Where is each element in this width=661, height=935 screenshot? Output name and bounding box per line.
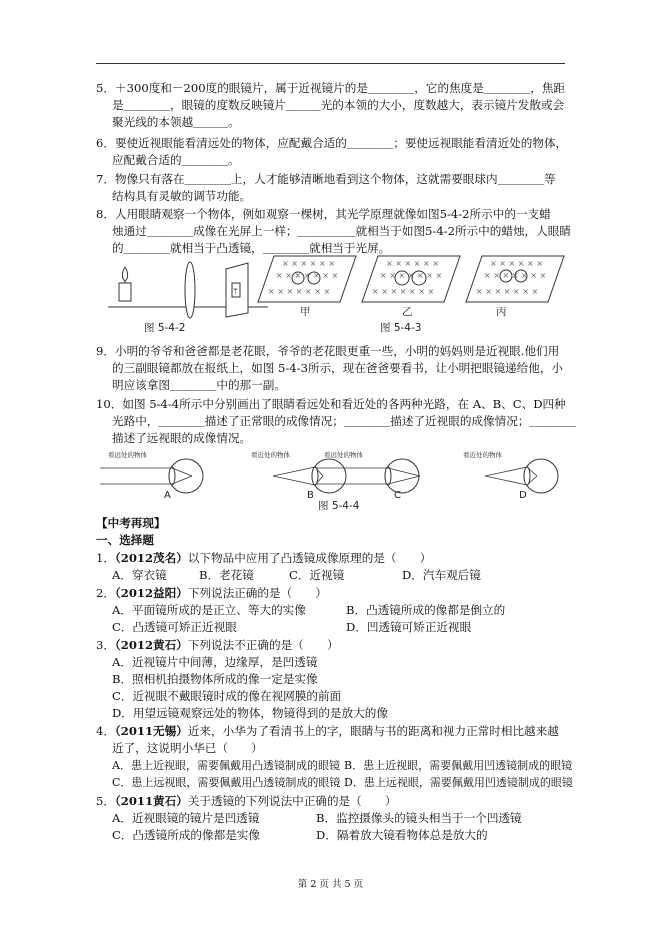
eye-panel-letter: C: [394, 490, 401, 501]
fig543-label-bing: 丙: [496, 306, 507, 318]
mcq4-option-d[interactable]: D．患上远视眼，需要佩戴用凹透镜制成的眼镜: [344, 776, 573, 789]
q7-line2: 结构具有灵敏的调节功能。: [112, 189, 252, 203]
q9-line3: 明应该拿图＿＿＿＿中的那一副。: [112, 378, 286, 392]
eye-panel-letter: D: [519, 490, 527, 501]
q5-line3: 聚光线的本领越＿＿＿。: [112, 115, 240, 129]
newspaper-jia: [258, 256, 356, 302]
eye-panel-label: 看近处的物体: [463, 451, 502, 459]
mcq2-option-b[interactable]: B．凸透镜所成的像都是倒立的: [346, 603, 506, 617]
mcq1-stem: 1．（2012茂名）以下物品中应用了凸透镜成像原理的是（ ）: [96, 551, 432, 565]
mcq2-option-a[interactable]: A．平面镜所成的是正立、等大的实像: [112, 603, 306, 617]
svg-text:ᛘ: ᛘ: [233, 287, 238, 296]
mcq2-option-d[interactable]: D．凹透镜可矫正近视眼: [346, 620, 472, 634]
mcq1-option-c[interactable]: C．近视镜: [289, 568, 345, 582]
mcq3-option-c[interactable]: C．近视眼不戴眼镜时成的像在视网膜的前面: [112, 689, 342, 703]
mcq2-stem: 2．（2012益阳）下列说法正确的是（ ）: [96, 586, 327, 600]
mcq5-option-c[interactable]: C．凸透镜所成的像都是实像: [112, 828, 260, 842]
svg-text:× × × × × × ×: × × × × × × ×: [268, 287, 331, 296]
q6-line1: 6．要使近视眼能看清远处的物体，应配戴合适的＿＿＿＿；要使远视眼能看清近处的物体，: [96, 136, 568, 150]
fig543-caption: 图 5-4-3: [380, 322, 422, 334]
header-rule: [96, 63, 565, 64]
svg-text:× × × × × ×: × × × × × ×: [282, 259, 335, 268]
light-ray: [273, 476, 315, 485]
q10-line3: 描述了远视眼的成像情况。: [112, 431, 252, 445]
eye-panel-c: [316, 450, 428, 500]
q8-line3: 的＿＿＿＿就相当于凸透镜，＿＿＿＿就相当于光屏。: [112, 241, 391, 255]
convex-lens-icon: [185, 262, 195, 318]
eye-panel-letter: B: [307, 490, 314, 501]
q9-line1: 9．小明的爷爷和爸爸都是老花眼，爷爷的老花眼更重一些，小明的妈妈则是近视眼.他们用: [96, 344, 560, 358]
q6-line2: 应配戴合适的＿＿＿＿。: [112, 153, 240, 167]
light-ray: [485, 476, 527, 485]
eye-lens: [169, 467, 175, 485]
svg-text:× × × × × × ×: × × × × × × ×: [484, 271, 547, 280]
eye-panel-label: 看近处的物体: [251, 451, 290, 459]
mcq4-option-a[interactable]: A．患上近视眼，需要佩戴用凸透镜制成的眼镜: [112, 759, 340, 772]
light-ray: [273, 467, 315, 476]
screen-icon: [226, 263, 248, 317]
newspaper-yi: [362, 256, 460, 302]
eye-panel-label: 看远处的物体: [324, 451, 363, 459]
candle-icon: [119, 267, 131, 301]
q5-line1: 5．＋300度和－200度的眼镜片，属于近视镜片的是＿＿＿＿，它的焦度是＿＿＿＿，焦距: [96, 81, 566, 95]
mcq3-option-b[interactable]: B．照相机拍摄物体所成的像一定是实像: [112, 672, 318, 686]
q7-line1: 7．物像只有落在＿＿＿＿上，人才能够清晰地看到这个物体，这就需要眼球内＿＿＿＿等: [96, 172, 556, 186]
section-subheading: 一、选择题: [96, 533, 154, 547]
mcq4-option-b[interactable]: B．患上近视眼，需要佩戴用凹透镜制成的眼镜: [344, 759, 573, 772]
eye-lens: [385, 467, 391, 485]
eye-panel-label: 看远处的物体: [108, 451, 147, 459]
svg-text:× × × × × × ×: × × × × × × ×: [372, 287, 435, 296]
q10-line1: 10．如图 5-4-4所示中分别画出了眼睛看远处和看近处的各两种光路，在 A、B、C、D四种: [96, 397, 566, 411]
mcq5-option-b[interactable]: B．监控摄像头的镜头相当于一个凹透镜: [316, 811, 522, 825]
fig542-caption: 图 5-4-2: [144, 322, 186, 334]
svg-text:× × × × × ×: × × × × × ×: [490, 259, 543, 268]
q9-line2: 的三副眼镜都放在报纸上，如图 5-4-3所示，现在爸爸要看书，让小明把眼镜递给他，小: [112, 361, 564, 375]
light-ray: [485, 467, 527, 476]
eye-panel-letter: A: [164, 490, 171, 501]
figure-5-4-2: [108, 255, 278, 323]
mcq3-option-d[interactable]: D．用望远镜观察远处的物体，物镜得到的是放大的像: [112, 706, 388, 720]
svg-text:× × × × × × ×: × × × × × × ×: [380, 271, 443, 280]
mcq4-stem-line2: 近了，这说明小华已（ ）: [112, 741, 263, 755]
mcq1-option-b[interactable]: B．老花镜: [199, 568, 254, 582]
mcq5-option-a[interactable]: A．近视眼镜的镜片是凹透镜: [112, 811, 260, 825]
eye-diagram-icon: [455, 456, 567, 496]
eye-panel-a: [100, 450, 212, 500]
eye-diagram-icon: [100, 456, 212, 496]
section-heading: 【中考再现】: [96, 516, 166, 530]
mcq2-option-c[interactable]: C．凸透镜可矫正近视眼: [112, 620, 237, 634]
mcq3-stem: 3．（2012黄石）下列说法不正确的是（ ）: [96, 638, 339, 652]
fig544-caption: 图 5-4-4: [318, 500, 360, 512]
mcq4-stem: 4．（2011无锡）近来，小华为了看清书上的字，眼睛与书的距离和视力正常时相比越来越: [96, 724, 559, 738]
mcq1-option-a[interactable]: A．穿衣镜: [112, 568, 167, 582]
newspaper-bing: [466, 256, 564, 302]
q10-line2: 光路中，＿＿＿＿描述了正常眼的成像情况；＿＿＿＿描述了近视眼的成像情况；＿＿＿＿: [112, 414, 576, 428]
q8-line2: 烛通过＿＿＿＿成像在光屏上一样；＿＿＿＿＿就相当于如图5-4-2所示中的蜡烛，人眼睛: [112, 224, 571, 238]
mcq4-option-c[interactable]: C．患上远视眼，需要佩戴用凸透镜制成的眼镜: [112, 776, 341, 789]
eye-diagram-icon: [316, 456, 428, 496]
svg-text:× × × × × ×: × × × × × ×: [386, 259, 439, 268]
q5-line2: 是＿＿＿＿，眼镜的度数反映镜片＿＿＿光的本领的大小，度数越大，表示镜片发散或会: [112, 98, 565, 112]
eye-lens: [524, 467, 530, 485]
svg-text:× × × × × × ×: × × × × × × ×: [276, 271, 339, 280]
page-footer: 第 2 页 共 5 页: [297, 879, 364, 890]
mcq5-option-d[interactable]: D．隔着放大镜看物体总是放大的: [316, 828, 488, 842]
eye-panel-d: [455, 450, 567, 500]
fig543-label-jia: 甲: [300, 306, 311, 318]
fig543-label-yi: 乙: [402, 306, 413, 318]
q8-line1: 8．人用眼睛观察一个物体，例如观察一棵树，其光学原理就像如图5-4-2所示中的一支蜡: [96, 207, 551, 221]
mcq3-option-a[interactable]: A．近视镜片中间薄，边缘厚，是凹透镜: [112, 655, 318, 669]
svg-text:× × × × × × ×: × × × × × × ×: [476, 287, 539, 296]
mcq5-stem: 5．（2011黄石）关于透镜的下列说法中正确的是（ ）: [96, 794, 397, 808]
mcq1-option-d[interactable]: D．汽车观后镜: [402, 568, 481, 582]
